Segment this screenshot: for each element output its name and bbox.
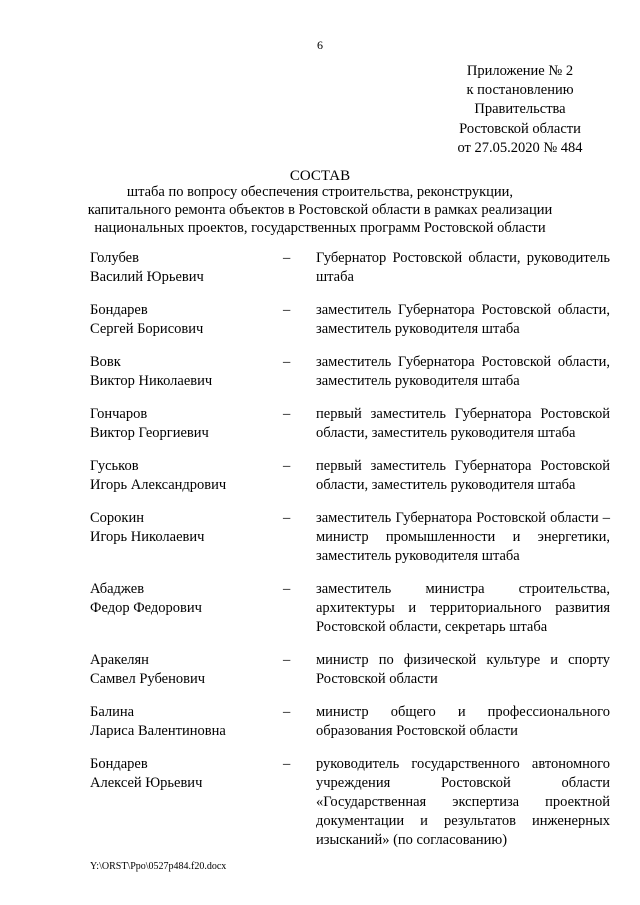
- member-surname: Голубев: [90, 250, 139, 266]
- member-role: заместитель Губернатора Ростовской области, заместитель руководителя штаба: [316, 354, 610, 389]
- member-given-name: Самвел Рубенович: [90, 671, 205, 687]
- member-role: заместитель Губернатора Ростовской области – министр промышленности и энергетики, заместитель руководителя штаба: [316, 510, 610, 564]
- member-given-name: Лариса Валентиновна: [90, 723, 226, 739]
- member-name: [90, 580, 283, 637]
- appendix-line: к постановлению: [466, 82, 574, 99]
- member-dash: –: [283, 756, 291, 772]
- appendix-line: от 27.05.2020 № 484: [457, 139, 583, 156]
- member-role: Губернатор Ростовской области, руководитель штаба: [316, 250, 610, 285]
- member-dash: –: [283, 406, 291, 422]
- member-surname: Бондарев: [90, 302, 148, 318]
- member-surname: Вовк: [90, 354, 121, 370]
- member-surname: Гуськов: [90, 458, 139, 474]
- member-given-name: Василий Юрьевич: [90, 269, 204, 285]
- member-row: [90, 580, 610, 637]
- member-dash: –: [283, 652, 291, 668]
- member-dash: –: [283, 458, 291, 474]
- member-given-name: Сергей Борисович: [90, 321, 204, 337]
- subtitle-line: штаба по вопросу обеспечения строительства, реконструкции,: [126, 184, 514, 200]
- member-row: [90, 651, 610, 689]
- member-row: [90, 249, 610, 287]
- document-title: СОСТАВ: [289, 168, 351, 184]
- member-row: [90, 405, 610, 443]
- member-row: [90, 703, 610, 741]
- member-name: [90, 301, 283, 339]
- subtitle-line: капитального ремонта объектов в Ростовской области в рамках реализации: [87, 202, 553, 218]
- member-surname: Гончаров: [90, 406, 148, 422]
- subtitle-line: национальных проектов, государственных программ Ростовской области: [94, 220, 546, 236]
- member-role: первый заместитель Губернатора Ростовской области, заместитель руководителя штаба: [316, 458, 610, 493]
- member-name: [90, 405, 283, 443]
- footer-file-path: Y:\ORST\Ppo\0527p484.f20.docx: [90, 861, 227, 872]
- member-role: заместитель министра строительства, архитектуры и территориального развития Ростовской области, секретарь штаба: [316, 581, 610, 635]
- member-row: [90, 755, 610, 850]
- member-row: [90, 301, 610, 339]
- member-given-name: Федор Федорович: [90, 600, 202, 616]
- appendix-line: Правительства: [474, 101, 566, 118]
- member-role: руководитель государственного автономного учреждения Ростовской области «Государственная экспертиза проектной документации и результатов инженерных изысканий» (по согласованию): [316, 756, 610, 848]
- member-name: [90, 353, 283, 391]
- member-name: [90, 509, 283, 566]
- appendix-line: Приложение № 2: [466, 63, 574, 79]
- member-dash: –: [283, 302, 291, 318]
- member-dash: –: [283, 510, 291, 526]
- member-surname: Балина: [90, 704, 135, 720]
- member-given-name: Алексей Юрьевич: [90, 775, 203, 791]
- member-dash: –: [283, 581, 291, 597]
- member-role: первый заместитель Губернатора Ростовской области, заместитель руководителя штаба: [316, 406, 610, 441]
- member-row: [90, 509, 610, 566]
- member-given-name: Виктор Георгиевич: [90, 425, 209, 441]
- member-given-name: Виктор Николаевич: [90, 373, 213, 389]
- appendix-header: [440, 62, 600, 158]
- members-list: [90, 249, 610, 864]
- document-subtitle: [60, 183, 580, 237]
- member-surname: Аракелян: [90, 652, 149, 668]
- member-row: [90, 457, 610, 495]
- member-role: министр общего и профессионального образования Ростовской области: [316, 704, 610, 739]
- member-surname: Сорокин: [90, 510, 144, 526]
- member-name: [90, 249, 283, 287]
- member-surname: Абаджев: [90, 581, 145, 597]
- member-role: заместитель Губернатора Ростовской области, заместитель руководителя штаба: [316, 302, 610, 337]
- member-given-name: Игорь Александрович: [90, 477, 227, 493]
- appendix-line: Ростовской области: [459, 120, 581, 137]
- page-number: 6: [317, 38, 323, 52]
- member-name: [90, 703, 283, 741]
- member-name: [90, 755, 283, 850]
- member-role: министр по физической культуре и спорту Ростовской области: [316, 652, 610, 687]
- member-row: [90, 353, 610, 391]
- member-name: [90, 457, 283, 495]
- member-dash: –: [283, 250, 291, 266]
- member-name: [90, 651, 283, 689]
- member-dash: –: [283, 354, 291, 370]
- member-surname: Бондарев: [90, 756, 148, 772]
- member-dash: –: [283, 704, 291, 720]
- member-given-name: Игорь Николаевич: [90, 529, 205, 545]
